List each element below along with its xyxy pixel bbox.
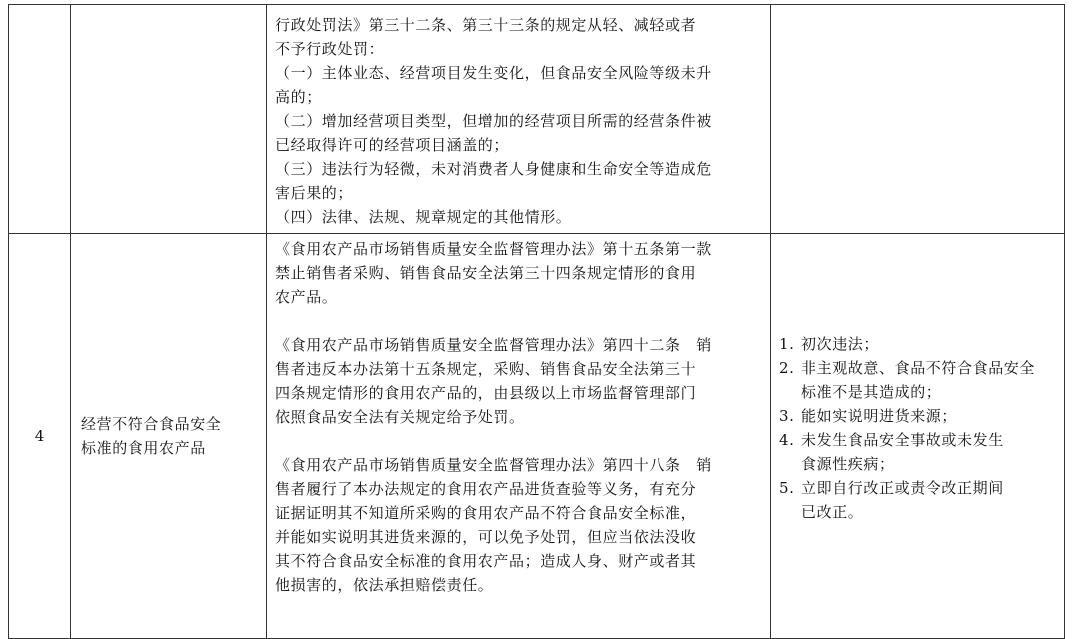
condition-item bbox=[779, 356, 1058, 404]
condition-text bbox=[801, 332, 1058, 356]
condition-number: 2. bbox=[779, 359, 795, 377]
law-line: 其不符合食品安全标准的食用农产品；造成人身、财产或者其 bbox=[275, 552, 697, 570]
violation-name bbox=[71, 234, 267, 639]
condition-line: 已改正。 bbox=[801, 503, 864, 521]
condition-line: 初次违法； bbox=[801, 335, 880, 353]
law-line: 不予行政处罚： bbox=[275, 40, 385, 58]
conditions-list bbox=[779, 332, 1058, 524]
law-line: （四）法律、法规、规章规定的其他情形。 bbox=[275, 208, 572, 226]
law-line: （一）主体业态、经营项目发生变化，但食品安全风险等级未升 bbox=[275, 64, 712, 82]
paragraph-gap bbox=[275, 309, 762, 333]
law-line: 四条规定情形的食用农产品的，由县级以上市场监督管理部门 bbox=[275, 384, 697, 402]
condition-line: 标准不是其造成的； bbox=[801, 383, 942, 401]
legal-basis bbox=[267, 234, 771, 639]
law-line: 禁止销售者采购、销售食品安全法第三十四条规定情形的食用 bbox=[275, 264, 697, 282]
law-line: 《食用农产品市场销售质量安全监督管理办法》第四十八条 销 bbox=[275, 456, 712, 474]
penalty-table bbox=[8, 4, 1065, 639]
condition-line: 非主观故意、食品不符合食品安全 bbox=[801, 359, 1036, 377]
condition-number: 1. bbox=[779, 335, 795, 353]
law-line: 证据证明其不知道所采购的食用农产品不符合食品安全标准， bbox=[275, 504, 697, 522]
condition-text bbox=[801, 404, 1058, 428]
condition-text bbox=[801, 356, 1058, 404]
law-line: 依照食品安全法有关规定给予处罚。 bbox=[275, 408, 525, 426]
condition-item bbox=[779, 404, 1058, 428]
condition-text bbox=[801, 428, 1058, 476]
condition-line: 食源性疾病； bbox=[801, 455, 895, 473]
name-line: 经营不符合食品安全 bbox=[81, 415, 222, 433]
cell-number bbox=[9, 5, 71, 234]
law-paragraph-1 bbox=[275, 237, 762, 309]
condition-line: 立即自行改正或责令改正期间 bbox=[801, 479, 1004, 497]
name-line: 标准的食用农产品 bbox=[81, 439, 206, 457]
condition-number: 5. bbox=[779, 479, 795, 497]
condition-line: 能如实说明进货来源； bbox=[801, 407, 958, 425]
law-line: 并能如实说明其进货来源的，可以免予处罚，但应当依法没收 bbox=[275, 528, 697, 546]
law-line: 害后果的； bbox=[275, 184, 354, 202]
law-line: 农产品。 bbox=[275, 288, 338, 306]
table-row-4 bbox=[9, 234, 1065, 639]
row-number: 4 bbox=[9, 234, 71, 639]
condition-item bbox=[779, 476, 1058, 524]
condition-item bbox=[779, 332, 1058, 356]
cell-conditions bbox=[771, 5, 1065, 234]
law-line: 他损害的，依法承担赔偿责任。 bbox=[275, 576, 494, 594]
law-line: 售者履行了本办法规定的食用农产品进货查验等义务，有充分 bbox=[275, 480, 697, 498]
law-line: 已经取得许可的经营项目涵盖的； bbox=[275, 136, 510, 154]
cell-legal-basis bbox=[267, 5, 771, 234]
law-line: 高的； bbox=[275, 88, 322, 106]
cell-violation-name bbox=[71, 5, 267, 234]
law-line: 行政处罚法》第三十二条、第三十三条的规定从轻、减轻或者 bbox=[275, 16, 697, 34]
paragraph-gap bbox=[275, 429, 762, 453]
law-paragraph-2 bbox=[275, 333, 762, 429]
condition-number: 4. bbox=[779, 431, 795, 449]
law-line: 《食用农产品市场销售质量安全监督管理办法》第十五条第一款 bbox=[275, 240, 712, 258]
law-line: （三）违法行为轻微，未对消费者人身健康和生命安全等造成危 bbox=[275, 160, 712, 178]
table-row-continued bbox=[9, 5, 1065, 234]
law-paragraph-3 bbox=[275, 453, 762, 597]
condition-line: 未发生食品安全事故或未发生 bbox=[801, 431, 1004, 449]
law-line: 《食用农产品市场销售质量安全监督管理办法》第四十二条 销 bbox=[275, 336, 712, 354]
law-line: （二）增加经营项目类型，但增加的经营项目所需的经营条件被 bbox=[275, 112, 712, 130]
law-line: 售者违反本办法第十五条规定，采购、销售食品安全法第三十 bbox=[275, 360, 697, 378]
mitigating-conditions bbox=[771, 234, 1065, 639]
condition-item bbox=[779, 428, 1058, 476]
condition-text bbox=[801, 476, 1058, 524]
condition-number: 3. bbox=[779, 407, 795, 425]
